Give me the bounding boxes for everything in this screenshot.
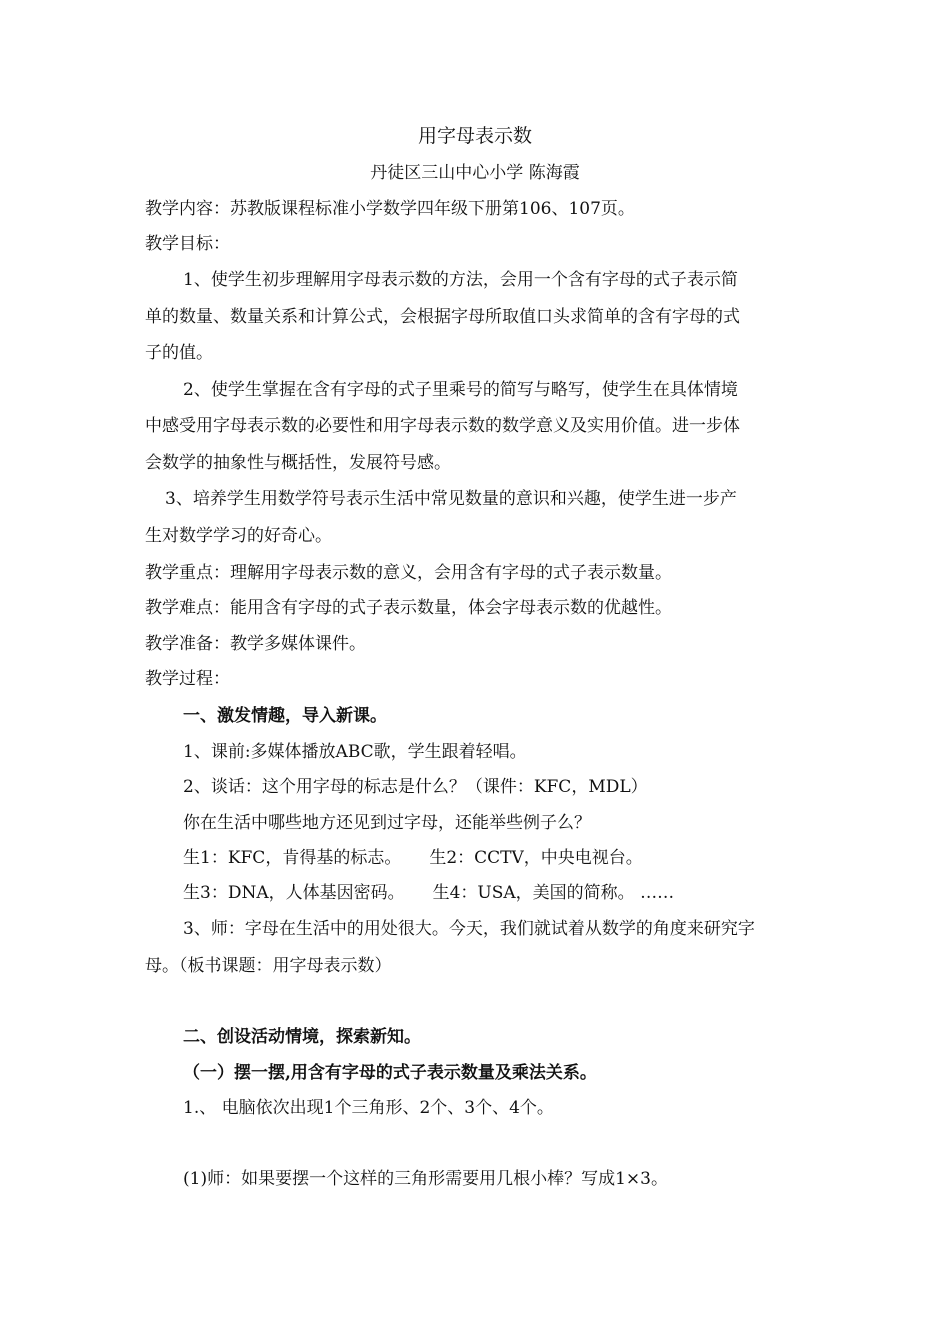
teaching-preparation: 教学准备：教学多媒体课件。 [145, 634, 366, 654]
step-1: 1、课前:多媒体播放ABC歌，学生跟着轻唱。 [183, 742, 527, 762]
student-answers-row-1 [183, 847, 643, 869]
section-1-heading: 一、激发情趣，导入新课。 [183, 706, 387, 726]
goal-2-line-2: 中感受用字母表示数的必要性和用字母表示数的数学意义及实用价值。进一步体 [145, 416, 740, 436]
student-2-answer: 生2：CCTV，中央电视台。 [429, 848, 643, 868]
subsection-1-heading: （一）摆一摆,用含有字母的式子表示数量及乘法关系。 [183, 1063, 597, 1083]
step-3-line-1: 3、师：字母在生活中的用处很大。今天，我们就试着从数学的角度来研究字 [183, 919, 755, 939]
section-2-heading: 二、创设活动情境，探索新知。 [183, 1027, 421, 1047]
student-answers-row-2 [183, 882, 674, 904]
goal-2-line-1: 2、使学生掌握在含有字母的式子里乘号的简写与略写，使学生在具体情境 [183, 380, 738, 400]
document-title: 用字母表示数 [417, 125, 532, 147]
teaching-process-heading: 教学过程： [145, 669, 230, 689]
goal-3-line-2: 生对数学学习的好奇心。 [145, 526, 332, 546]
goal-1-line-1: 1、使学生初步理解用字母表示数的方法，会用一个含有字母的式子表示简 [183, 270, 738, 290]
teaching-goals-heading: 教学目标： [145, 234, 230, 254]
goal-3-line-1: 3、培养学生用数学符号表示生活中常见数量的意识和兴趣，使学生进一步产 [165, 489, 737, 509]
subsection-1-question-1: (1)师：如果要摆一个这样的三角形需要用几根小棒？写成1×3。 [183, 1169, 668, 1189]
teaching-key-point: 教学重点：理解用字母表示数的意义，会用含有字母的式子表示数量。 [145, 563, 672, 583]
step-2: 2、谈话：这个用字母的标志是什么？（课件：KFC，MDL） [183, 777, 648, 797]
student-1-answer: 生1：KFC，肯得基的标志。 [183, 848, 402, 868]
step-3-line-2: 母。（板书课题：用字母表示数） [145, 956, 392, 976]
step-2-question: 你在生活中哪些地方还见到过字母，还能举些例子么？ [183, 813, 591, 833]
document-author: 丹徒区三山中心小学 陈海霞 [370, 163, 580, 183]
goal-1-line-2: 单的数量、数量关系和计算公式，会根据字母所取值口头求简单的含有字母的式 [145, 307, 740, 327]
student-3-answer: 生3：DNA，人体基因密码。 [183, 883, 405, 903]
goal-1-line-3: 子的值。 [145, 343, 213, 363]
student-4-answer: 生4：USA，美国的简称。 …… [432, 883, 675, 903]
teaching-content: 教学内容：苏教版课程标准小学数学四年级下册第106、107页。 [145, 199, 635, 219]
subsection-1-step-1: 1.、 电脑依次出现1个三角形、2个、3个、4个。 [183, 1098, 554, 1118]
goal-2-line-3: 会数学的抽象性与概括性，发展符号感。 [145, 453, 451, 473]
teaching-difficulty: 教学难点：能用含有字母的式子表示数量，体会字母表示数的优越性。 [145, 598, 672, 618]
